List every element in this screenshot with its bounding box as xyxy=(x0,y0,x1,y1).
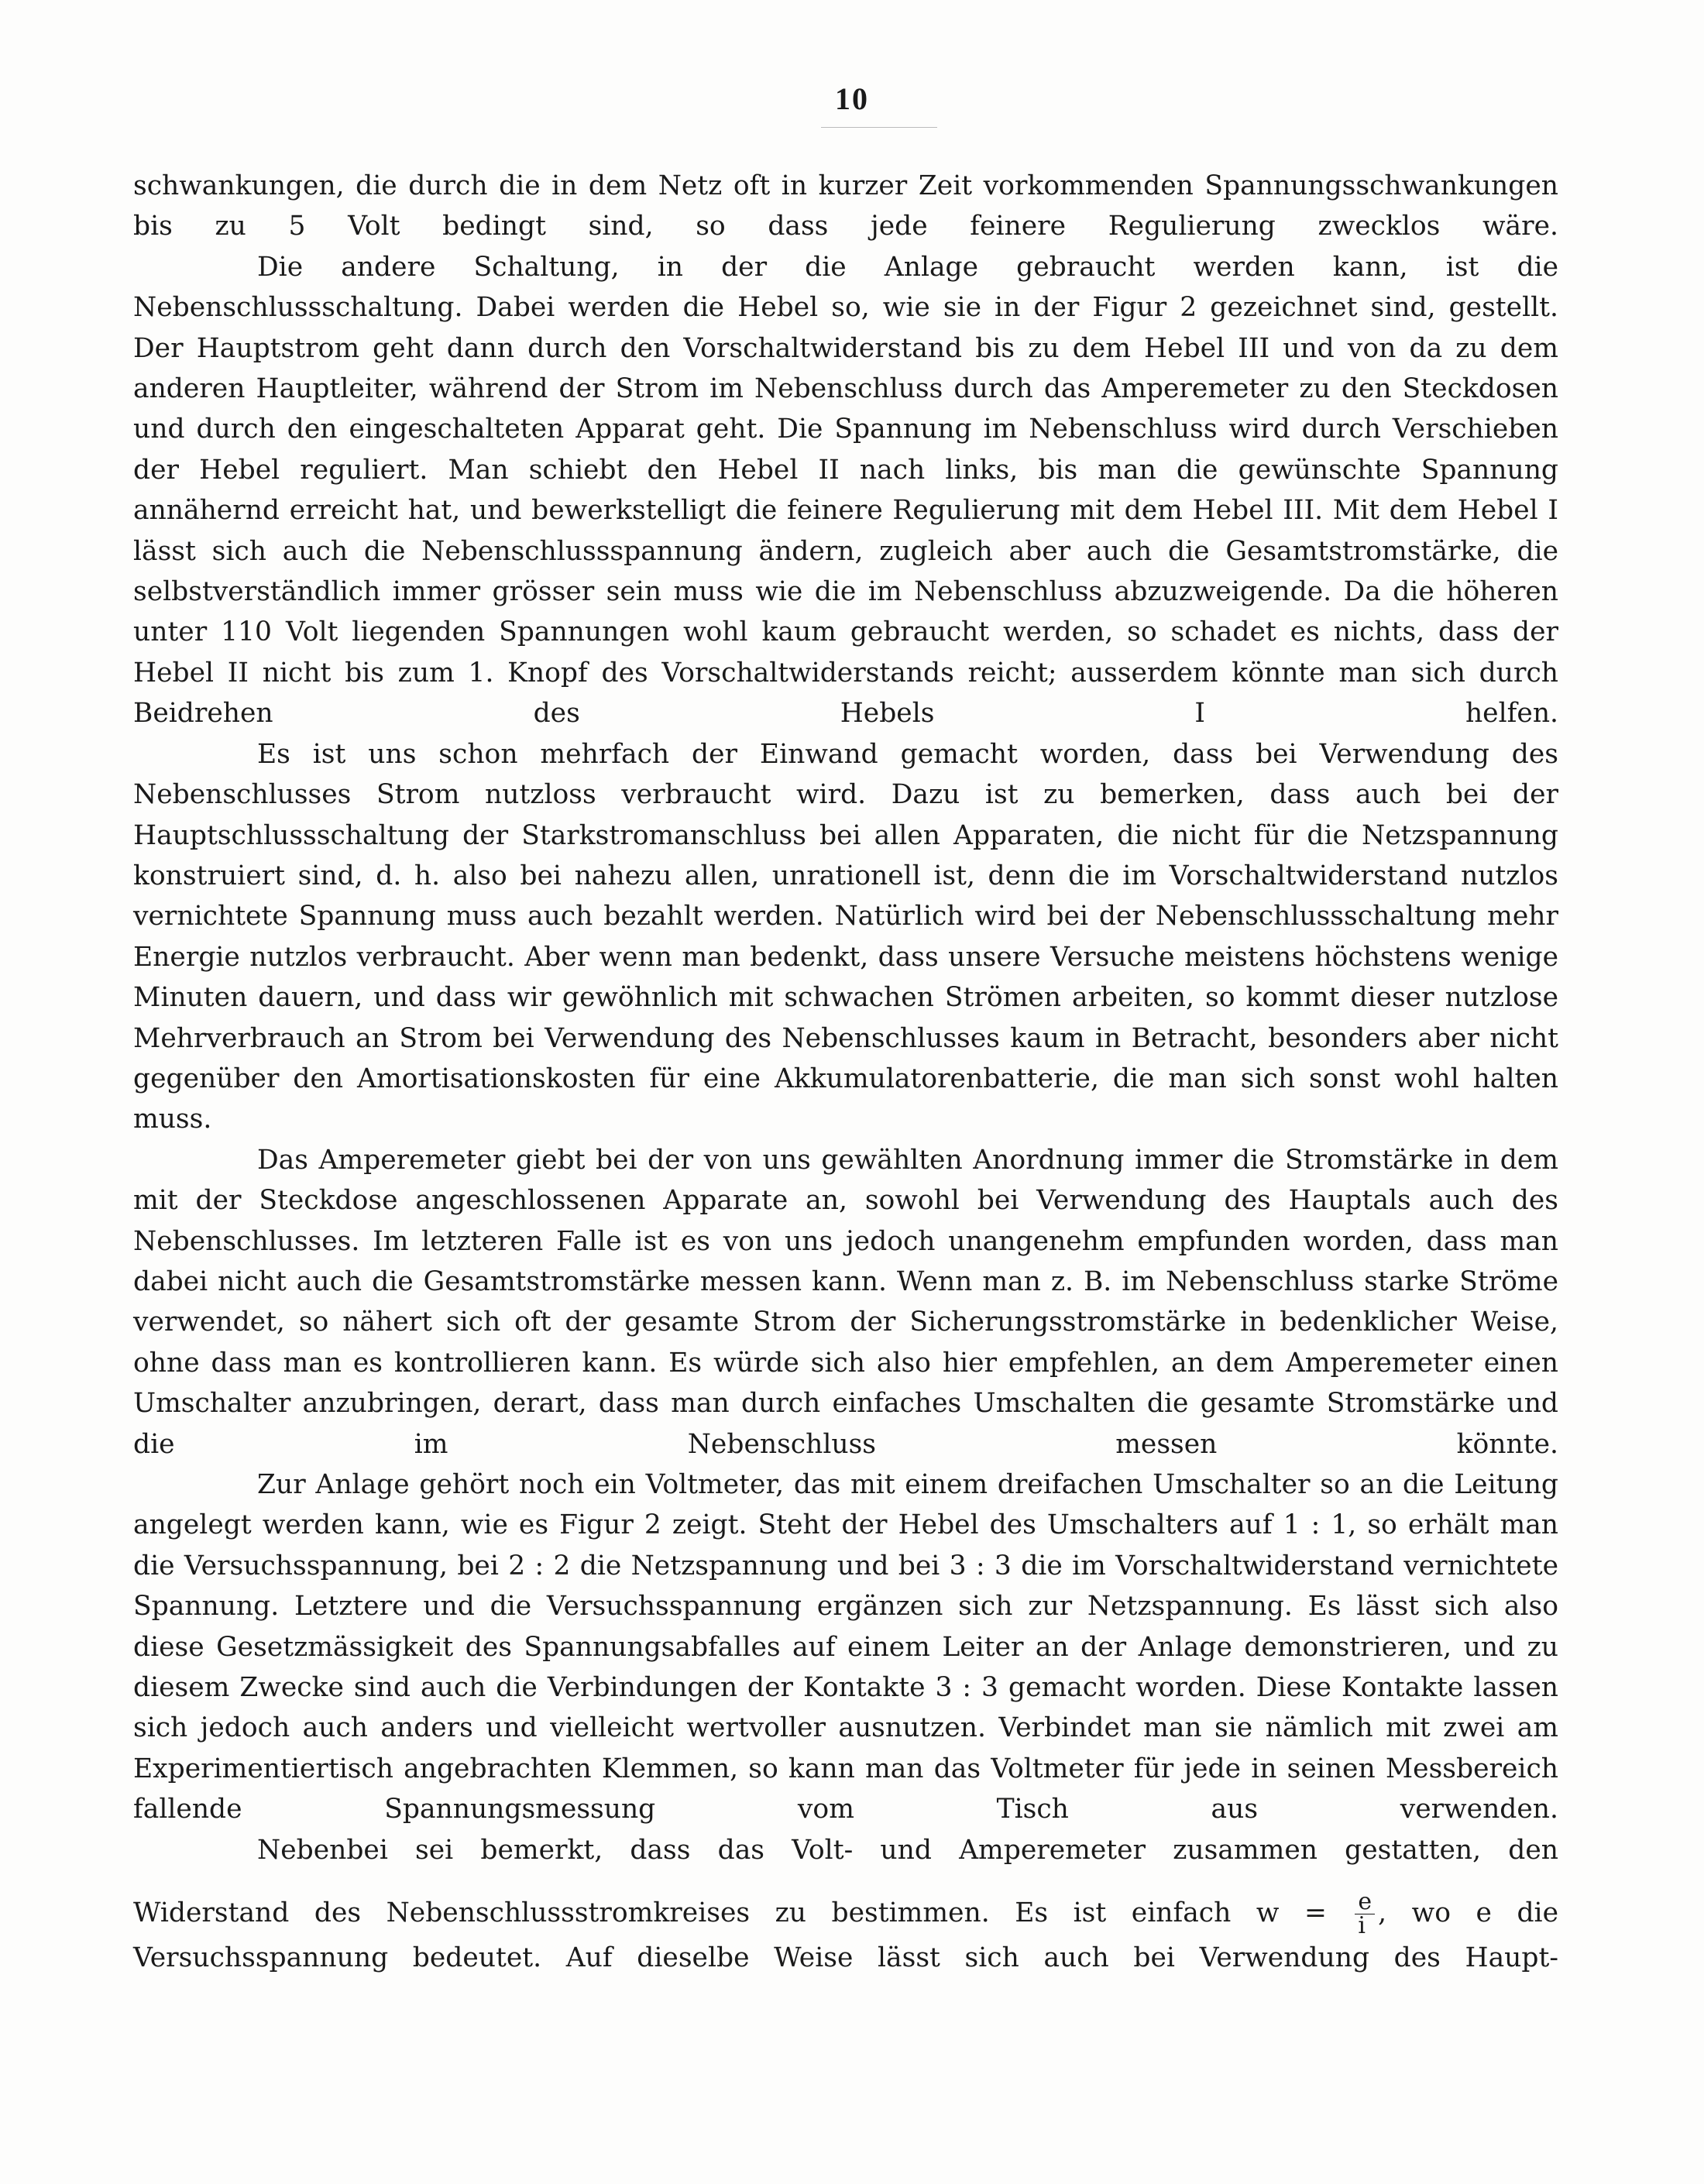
body-text xyxy=(133,166,1558,1978)
paragraph-5: Zur Anlage gehört noch ein Voltmeter, das mit einem dreifachen Umschalter so an die Leitung angelegt werden kann, wie es Figur 2 zeigt. Steht der Hebel des Umschalters auf 1 : 1, so erhält man die Versuchsspannung, bei 2 : 2 die Netzspannung und bei 3 : 3 die im Vorschaltwiderstand vernichtete Spannung. Letztere und die Versuchsspannung ergänzen sich zur Netzspannung. Es lässt sich also diese Gesetzmässigkeit des Spannungsabfalles auf einem Leiter an der Anlage demonstrieren, und zu diesem Zwecke sind auch die Verbindungen der Kontakte 3 : 3 gemacht worden. Diese Kontakte lassen sich jedoch auch anders und vielleicht wertvoller ausnutzen. Verbindet man sie nämlich mit zwei am Experimentiertisch angebrachten Klemmen, so kann man das Voltmeter für jede in seinen Messbereich fallende Spannungsmessung vom Tisch aus verwenden. xyxy=(133,1469,1558,1825)
paragraph-6-last-line: Versuchsspannung bedeutet. Auf dieselbe Weise lässt sich auch bei Verwendung des Haupt- xyxy=(133,1942,1558,1974)
header-rule xyxy=(821,127,937,128)
paragraph-6-first-line: Nebenbei sei bemerkt, dass das Volt- und Amperemeter zusammen gestatten, den xyxy=(257,1834,1558,1866)
paragraph-4: Das Amperemeter giebt bei der von uns gewählten Anordnung immer die Stromstärke in dem mit der Steckdose angeschlossenen Apparate an, sowohl bei Verwendung des Hauptals auch des Nebenschlusses. Im letzteren Falle ist es von uns jedoch unangenehm empfunden worden, dass man dabei nicht auch die Gesamtstromstärke messen kann. Wenn man z. B. im Nebenschluss starke Ströme verwendet, so nähert sich oft der gesamte Strom der Sicherungsstromstärke in bedenklicher Weise, ohne dass man es kontrollieren kann. Es würde sich also hier empfehlen, an dem Amperemeter einen Umschalter anzubringen, derart, dass man durch einfaches Umschalten die gesamte Stromstärke und die im Nebenschluss messen könnte. xyxy=(133,1144,1558,1460)
paragraph-2: Die andere Schaltung, in der die Anlage gebraucht werden kann, ist die Nebenschlussschaltung. Dabei werden die Hebel so, wie sie in der Figur 2 gezeichnet sind, gestellt. Der Hauptstrom geht dann durch den Vorschaltwiderstand bis zu dem Hebel III und von da zu dem anderen Hauptleiter, während der Strom im Nebenschluss durch das Amperemeter zu den Steckdosen und durch den eingeschalteten Apparat geht. Die Spannung im Nebenschluss wird durch Verschieben der Hebel reguliert. Man schiebt den Hebel II nach links, bis man die gewünschte Spannung annähernd erreicht hat, und bewerkstelligt die feinere Regulierung mit dem Hebel III. Mit dem Hebel I lässt sich auch die Nebenschlussspannung ändern, zugleich aber auch die Gesamtstromstärke, die selbstverständlich immer grösser sein muss wie die im Nebenschluss abzuzweigende. Da die höheren unter 110 Volt liegenden Spannungen wohl kaum gebraucht werden, so schadet es nichts, dass der Hebel II nicht bis zum 1. Knopf des Vorschaltwiderstands reicht; ausserdem könnte man sich durch Beidrehen des Hebels I helfen. xyxy=(133,251,1558,730)
paragraph-3: Es ist uns schon mehrfach der Einwand gemacht worden, dass bei Verwendung des Nebenschlusses Strom nutzloss verbraucht wird. Dazu ist zu bemerken, dass auch bei der Hauptschlussschaltung der Starkstromanschluss bei allen Apparaten, die nicht für die Netzspannung konstruiert sind, d. h. also bei nahezu allen, unrationell ist, denn die im Vorschaltwiderstand nutzlos vernichtete Spannung muss auch bezahlt werden. Natürlich wird bei der Nebenschlussschaltung mehr Energie nutzlos verbraucht. Aber wenn man bedenkt, dass unsere Versuche meistens höchstens wenige Minuten dauern, und dass wir gewöhnlich mit schwachen Strömen arbeiten, so kommt dieser nutzlose Mehrverbrauch an Strom bei Verwendung des Nebenschlusses kaum in Betracht, besonders aber nicht gegenüber den Amortisationskosten für eine Akkumulatorenbatterie, die man sich sonst wohl halten muss. xyxy=(133,738,1558,1135)
formula-text-before: Widerstand des Nebenschlussstromkreises zu bestimmen. Es ist einfach w = xyxy=(133,1897,1327,1929)
fraction-numerator: e xyxy=(1355,1890,1375,1914)
fraction-denominator: i xyxy=(1358,1912,1366,1940)
paragraph-1: schwankungen, die durch die in dem Netz oft in kurzer Zeit vorkommenden Spannungsschwankungen bis zu 5 Volt bedingt sind, so dass jede feinere Regulierung zwecklos wäre. xyxy=(133,170,1558,242)
formula-line xyxy=(133,1890,1558,1938)
page-number: 10 xyxy=(835,81,869,116)
formula-fraction xyxy=(1355,1890,1375,1938)
formula-text-after: , wo e die xyxy=(1378,1897,1559,1929)
